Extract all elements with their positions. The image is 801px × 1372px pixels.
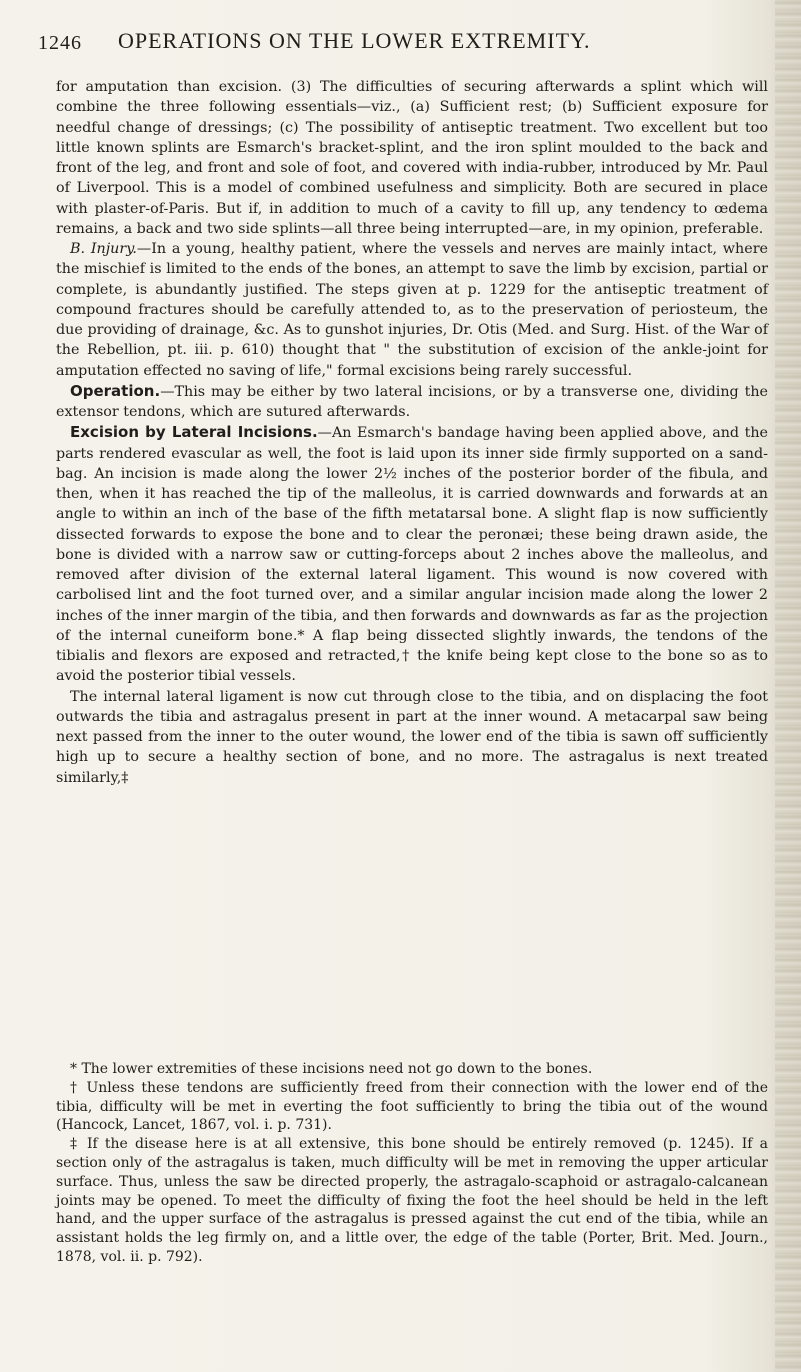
page-number: 1246 [38,32,82,54]
paragraph-operation [56,381,768,423]
main-text [56,77,768,788]
operation-heading: Operation. [70,381,161,400]
paragraph-internal-ligament: The internal lateral ligament is now cut through close to the tibia, and on displacing the foot outwards the tibia and astragalus present in part at the inner wound. A metacarpal saw being next passed from the inner to the outer wound, the lower end of the tibia is sawn off sufficiently high up to secure a healthy section of bone, and no more. The astragalus is next treated similarly,‡ [56,688,768,786]
excision-text: —An Esmarch's bandage having been applied above, and the parts rendered evascular as well, the foot is laid upon its inner side firmly supported on a sand-bag. An incision is made along the lower 2½ inches of the posterior border of the fibula, and then, when it has reached the tip of the malleolus, it is carried downwards and forwards at an angle to within an inch of the base of the fifth metatarsal bone. A slight flap is now sufficiently dissected forwards to expose the bone and to clear the peronæi; these being drawn aside, the bone is divided with a narrow saw or cutting-forceps about 2 inches above the malleolus, and removed after division of the external lateral ligament. This wound is now covered with carbolised lint and the foot turned over, and a similar angular incision made along the lower 2 inches of the inner margin of the tibia, and then forwards and downwards as far as the projection of the internal cuneiform bone.* A flap being dissected slightly inwards, the tendons of the tibialis and flexors are exposed and retracted,† the knife being kept close to the bone so as to avoid the posterior tibial vessels. [56,425,768,685]
injury-text: —In a young, healthy patient, where the vessels and nerves are mainly intact, where the mischief is limited to the ends of the bones, an attempt to save the limb by excision, partial or complete, is abundantly justified. The steps given at p. 1229 for the antiseptic treatment of compound fractures should be carefully attended to, as to the preservation of periosteum, the due providing of drainage, &c. As to gunshot injuries, Dr. Otis (Med. and Surg. Hist. of the War of the Rebellion, pt. iii. p. 610) thought that " the substitution of excision of the ankle-joint for amputation effected no saving of life," formal excisions being rarely successful. [56,241,768,379]
footnote-1: * The lower extremities of these incisions need not go down to the bones. [70,1061,593,1077]
injury-lead: B. Injury. [70,241,137,257]
paragraph-excision [56,422,768,686]
page-edge-shadow [775,0,801,1372]
paragraph-continued: for amputation than excision. (3) The difficulties of securing afterwards a splint which will combine the three following essentials—viz., (a) Sufficient rest; (b) Sufficient exposure for needful change of dressings; (c) The possibility of antiseptic treatment. Two excellent but too little known splints are Esmarch's bracket-splint, and the iron splint moulded to the back and front of the leg, and front and sole of foot, and covered with india-rubber, introduced by Mr. Paul of Liverpool. This is a model of combined usefulness and simplicity. Both are secured in place with plaster-of-Paris. But if, in addition to much of a cavity to fill up, any tendency to œdema remains, a back and two side splints—all three being interrupted—are, in my opinion, preferable. [56,79,768,237]
excision-heading: Excision by Lateral Incisions. [70,423,318,442]
footnote-2: † Unless these tendons are sufficiently freed from their connection with the lower end of the tibia, difficulty will be met in everting the foot sufficiently to bring the tibia out of the wound (Hancock, Lancet, 1867, vol. i. p. 731). [56,1079,768,1134]
footnote-3: ‡ If the disease here is at all extensive, this bone should be entirely removed (p. 1245). If a section only of the astragalus is taken, much difficulty will be met in removing the upper articular surface. Thus, unless the saw be directed properly, the astragalo-scaphoid or astragalo-calcanean joints may be opened. To meet the difficulty of fixing the foot the heel should be held in the left hand, and the upper surface of the astragalus is pressed against the cut end of the tibia, while an assistant holds the leg firmly on, and a little over, the edge of the table (Porter, Brit. Med. Journ., 1878, vol. ii. p. 792). [56,1136,768,1265]
operation-text: —This may be either by two lateral incisions, or by a transverse one, dividing the extensor tendons, which are sutured afterwards. [56,383,768,420]
paragraph-injury [56,239,768,381]
footnotes [56,1060,768,1267]
running-header [38,28,778,62]
page-title: OPERATIONS ON THE LOWER EXTREMITY. [118,28,591,53]
